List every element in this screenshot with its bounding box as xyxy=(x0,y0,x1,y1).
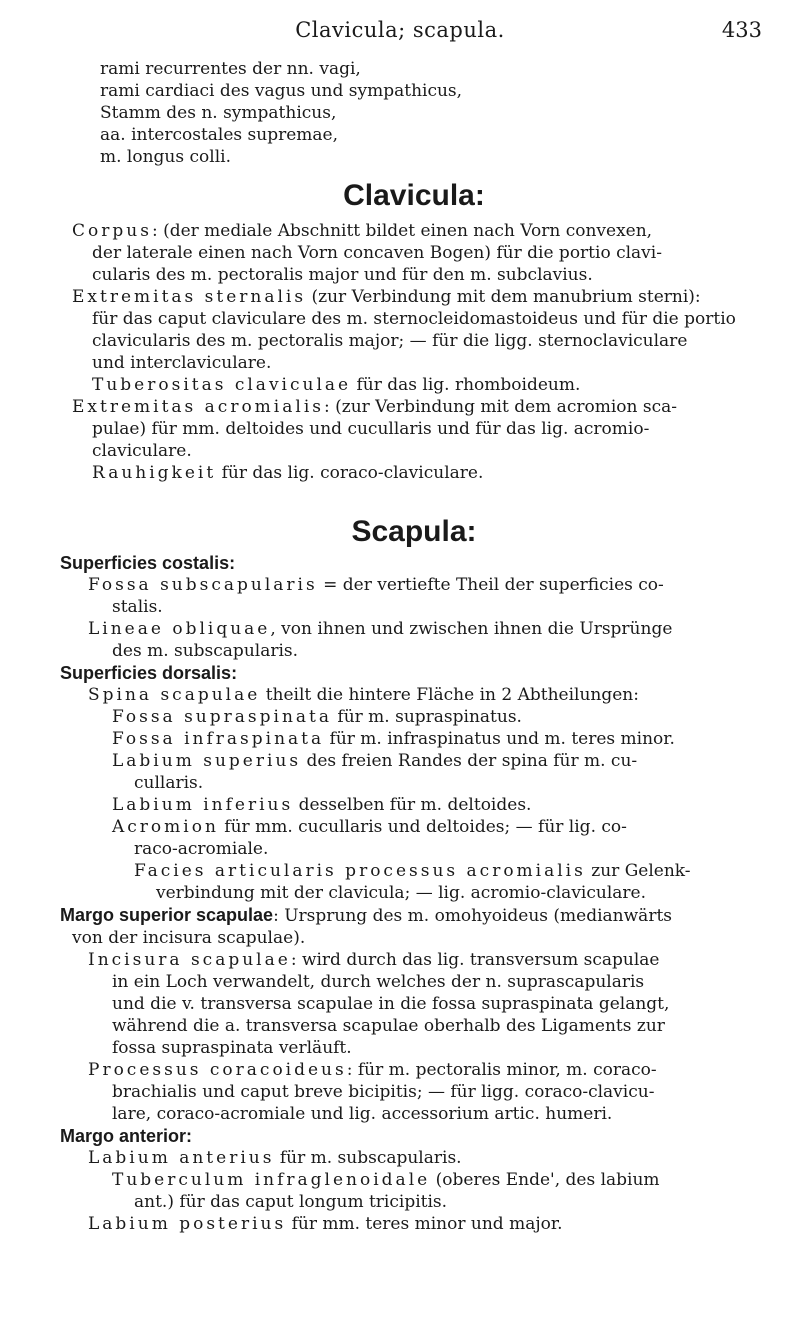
labium-posterius-entry xyxy=(60,1213,768,1235)
acromion-line: raco-acromiale. xyxy=(134,839,269,859)
corpus-line: der laterale einen nach Vorn concaven Bogen) für die portio clavi- xyxy=(92,243,662,263)
fossa-subscapularis-text: = der vertiefte Theil der superficies co- xyxy=(317,575,664,595)
labium-superius-entry xyxy=(60,750,768,772)
corpus-entry xyxy=(72,220,768,242)
labium-superius-text: des freien Randes der spina für m. cu- xyxy=(301,751,638,771)
clavicula-title: Clavicula: xyxy=(343,179,485,212)
acromion-entry xyxy=(60,816,768,838)
tuberositas-entry xyxy=(72,374,768,396)
page-header xyxy=(0,18,800,52)
rauhigkeit-term: Rauhigkeit xyxy=(92,463,217,483)
spina-entry xyxy=(60,684,768,706)
extremitas-sternalis-line: clavicularis des m. pectoralis major; — für die ligg. sternoclaviculare xyxy=(92,331,688,351)
corpus-line: cularis des m. pectoralis major und für den m. subclavius. xyxy=(92,265,593,285)
tuberculum-term: Tuberculum infraglenoidale xyxy=(112,1170,431,1190)
superficies-costalis-heading: Superficies costalis: xyxy=(60,553,236,573)
incisura-entry xyxy=(60,949,768,971)
extremitas-acromialis-text: : (zur Verbindung mit dem acromion sca- xyxy=(323,397,677,417)
processus-coracoideus-line: brachialis und caput breve bicipitis; — für ligg. coraco-clavicu- xyxy=(112,1082,655,1102)
lineae-obliquae-entry xyxy=(60,618,768,640)
extremitas-acromialis-entry xyxy=(72,396,768,418)
spina-term: Spina scapulae xyxy=(88,685,261,705)
scapula-section xyxy=(60,552,768,1235)
labium-superius-term: Labium superius xyxy=(112,751,302,771)
scapula-title: Scapula: xyxy=(351,515,477,548)
superficies-dorsalis-heading: Superficies dorsalis: xyxy=(60,663,238,683)
fossa-supraspinata-entry xyxy=(60,706,768,728)
intro-line: rami cardiaci des vagus und sympathicus, xyxy=(100,81,463,101)
extremitas-sternalis-entry xyxy=(72,286,768,308)
incisura-line: fossa supraspinata verläuft. xyxy=(112,1038,352,1058)
labium-inferius-entry xyxy=(60,794,768,816)
intro-list xyxy=(60,58,768,168)
fossa-infraspinata-term: Fossa infraspinata xyxy=(112,729,325,749)
extremitas-sternalis-line: für das caput claviculare des m. sternocleidomastoideus und für die portio xyxy=(92,309,736,329)
extremitas-acromialis-line: claviculare. xyxy=(92,441,192,461)
corpus-text: : (der mediale Abschnitt bildet einen nach Vorn convexen, xyxy=(151,221,653,241)
intro-line: rami recurrentes der nn. vagi, xyxy=(100,59,361,79)
margo-superior-line: von der incisura scapulae). xyxy=(72,928,306,948)
incisura-line: in ein Loch verwandelt, durch welches der n. suprascapularis xyxy=(112,972,645,992)
lineae-obliquae-line: des m. subscapularis. xyxy=(112,641,299,661)
rauhigkeit-text: für das lig. coraco-claviculare. xyxy=(216,463,484,483)
tuberositas-term: Tuberositas claviculae xyxy=(92,375,352,395)
tuberculum-text: (oberes Ende', des labium xyxy=(430,1170,660,1190)
spina-text: theilt die hintere Fläche in 2 Abtheilungen: xyxy=(260,685,639,705)
labium-anterius-text: für m. subscapularis. xyxy=(274,1148,462,1168)
incisura-text: : wird durch das lig. transversum scapulae xyxy=(290,950,660,970)
labium-inferius-text: desselben für m. deltoides. xyxy=(293,795,532,815)
intro-line: aa. intercostales supremae, xyxy=(100,125,339,145)
rauhigkeit-entry xyxy=(72,462,768,484)
corpus-term: Corpus xyxy=(72,221,152,241)
facies-articularis-term: Facies articularis processus acromialis xyxy=(134,861,586,881)
fossa-subscapularis-entry xyxy=(60,574,768,596)
facies-articularis-entry xyxy=(60,860,768,882)
lineae-obliquae-text: , von ihnen und zwischen ihnen die Ursprünge xyxy=(270,619,673,639)
facies-articularis-line: verbindung mit der clavicula; — lig. acromio-claviculare. xyxy=(156,883,646,903)
processus-coracoideus-entry xyxy=(60,1059,768,1081)
labium-anterius-term: Labium anterius xyxy=(88,1148,275,1168)
margo-anterior-heading: Margo anterior: xyxy=(60,1126,193,1146)
tuberositas-text: für das lig. rhomboideum. xyxy=(351,375,581,395)
acromion-text: für mm. cucullaris und deltoides; — für lig. co- xyxy=(218,817,627,837)
extremitas-sternalis-term: Extremitas sternalis xyxy=(72,287,307,307)
intro-line: m. longus colli. xyxy=(100,147,231,167)
labium-superius-line: cullaris. xyxy=(134,773,204,793)
page-number: 433 xyxy=(721,18,762,42)
lineae-obliquae-term: Lineae obliquae xyxy=(88,619,271,639)
fossa-supraspinata-term: Fossa supraspinata xyxy=(112,707,332,727)
extremitas-acromialis-term: Extremitas acromialis xyxy=(72,397,324,417)
processus-coracoideus-term: Processus coracoideus xyxy=(88,1060,347,1080)
tuberculum-line: ant.) für das caput longum tricipitis. xyxy=(134,1192,448,1212)
processus-coracoideus-line: lare, coraco-acromiale und lig. accessorium artic. humeri. xyxy=(112,1104,613,1124)
margo-superior-text: : Ursprung des m. omohyoideus (medianwärts xyxy=(273,906,672,926)
tuberculum-entry xyxy=(60,1169,768,1191)
labium-posterius-term: Labium posterius xyxy=(88,1214,287,1234)
incisura-term: Incisura scapulae xyxy=(88,950,291,970)
acromion-term: Acromion xyxy=(112,817,219,837)
labium-anterius-entry xyxy=(60,1147,768,1169)
fossa-supraspinata-text: für m. supraspinatus. xyxy=(332,707,522,727)
margo-superior-entry xyxy=(60,904,768,927)
fossa-subscapularis-line: stalis. xyxy=(112,597,163,617)
extremitas-sternalis-line: und interclaviculare. xyxy=(92,353,272,373)
clavicula-section xyxy=(60,220,768,484)
fossa-subscapularis-term: Fossa subscapularis xyxy=(88,575,318,595)
extremitas-acromialis-line: pulae) für mm. deltoides und cucullaris und für das lig. acromio- xyxy=(92,419,650,439)
margo-superior-heading: Margo superior scapulae xyxy=(60,905,274,925)
labium-inferius-term: Labium inferius xyxy=(112,795,294,815)
facies-articularis-text: zur Gelenk- xyxy=(585,861,691,881)
fossa-infraspinata-entry xyxy=(60,728,768,750)
running-head: Clavicula; scapula. xyxy=(295,18,505,42)
intro-line: Stamm des n. sympathicus, xyxy=(100,103,337,123)
processus-coracoideus-text: : für m. pectoralis minor, m. coraco- xyxy=(346,1060,657,1080)
labium-posterius-text: für mm. teres minor und major. xyxy=(286,1214,563,1234)
extremitas-sternalis-text: (zur Verbindung mit dem manubrium sterni): xyxy=(306,287,701,307)
incisura-line: während die a. transversa scapulae oberhalb des Ligaments zur xyxy=(112,1016,665,1036)
fossa-infraspinata-text: für m. infraspinatus und m. teres minor. xyxy=(324,729,675,749)
page-body xyxy=(60,58,768,1235)
incisura-line: und die v. transversa scapulae in die fossa supraspinata gelangt, xyxy=(112,994,670,1014)
